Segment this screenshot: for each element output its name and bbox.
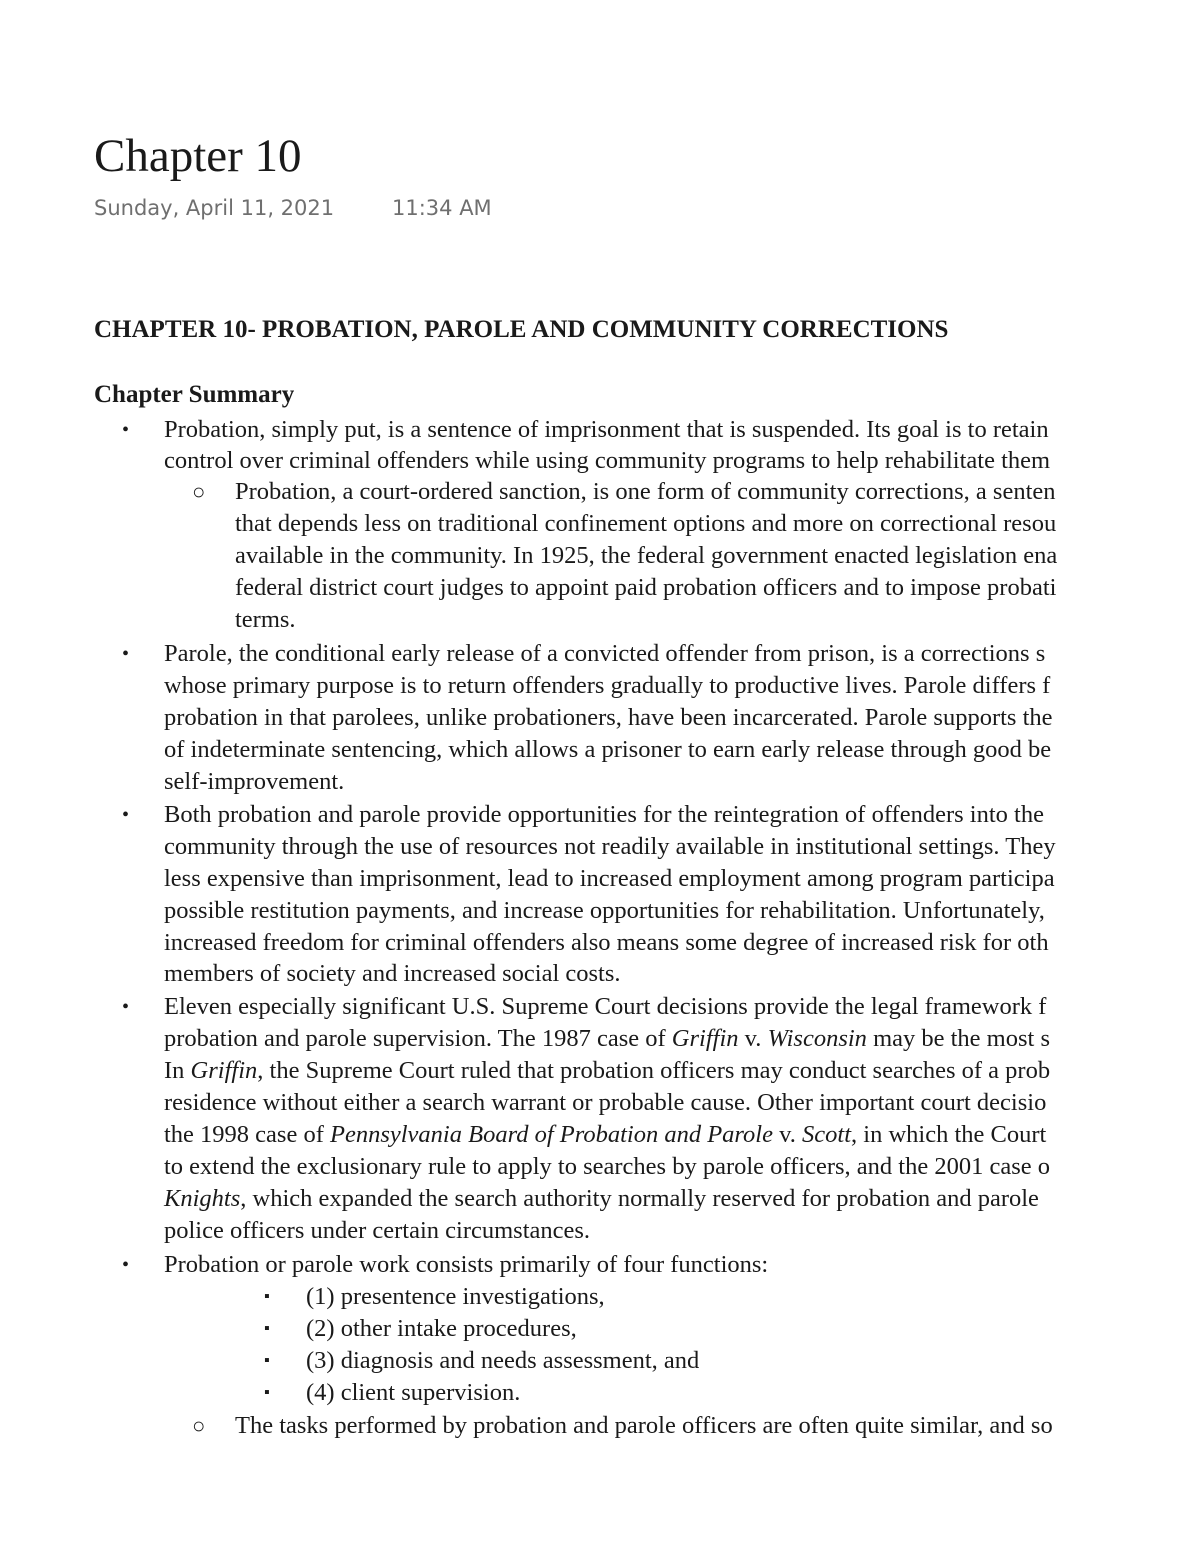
text-line: Parole, the conditional early release of a convicted offender from prison, is a corrections s [164,640,1046,667]
text-line: whose primary purpose is to return offenders gradually to productive lives. Parole differs f [164,672,1051,699]
text-line [164,1023,1050,1055]
text-line: federal district court judges to appoint paid probation officers and to impose probati [235,574,1057,601]
text-line: Both probation and parole provide opportunities for the reintegration of offenders into the [164,801,1044,828]
case-name-italic: Pennsylvania Board of Probation and Parole [330,1121,773,1148]
text-line: Probation or parole work consists primarily of four functions: [164,1251,769,1278]
text-run: the 1998 case of [164,1121,330,1148]
text-line: probation in that parolees, unlike probationers, have been incarcerated. Parole supports the [164,704,1053,731]
bullet-disc-icon: • [122,1254,130,1276]
case-name-italic: Griffin [190,1057,258,1084]
case-name-italic: Wisconsin [767,1025,867,1052]
list-item: (3) diagnosis and needs assessment, and [306,1347,700,1374]
text-line: increased freedom for criminal offenders also means some degree of increased risk for oth [164,929,1049,956]
text-line: that depends less on traditional confinement options and more on correctional resou [235,510,1057,537]
text-run: , in which the Court [851,1121,1047,1148]
bullet-square-icon: ▪ [264,1288,270,1305]
page-timestamp [94,193,492,223]
text-run: v. [738,1025,768,1052]
text-line: members of society and increased social costs. [164,960,621,987]
bullet-disc-icon: • [122,643,130,665]
text-line: of indeterminate sentencing, which allows a prisoner to earn early release through good be [164,736,1052,763]
bullet-disc-icon: • [122,996,130,1018]
text-line: possible restitution payments, and increase opportunities for rehabilitation. Unfortunately, [164,897,1045,924]
chapter-summary-heading: Chapter Summary [94,381,295,408]
text-run: , which expanded the search authority normally reserved for probation and parole [240,1185,1039,1212]
text-run: In [164,1057,191,1084]
bullet-square-icon: ▪ [264,1320,270,1337]
text-line: less expensive than imprisonment, lead to increased employment among program participa [164,865,1055,892]
text-line: residence without either a search warrant or probable cause. Other important court decisio [164,1089,1047,1116]
text-line [164,1055,1050,1087]
text-line: The tasks performed by probation and parole officers are often quite similar, and so [235,1412,1053,1439]
list-item: (4) client supervision. [306,1379,521,1406]
text-line: control over criminal offenders while using community programs to help rehabilitate them [164,447,1051,474]
text-line [164,1119,1046,1151]
text-run: may be the most s [866,1025,1050,1052]
text-line [164,1183,1039,1215]
text-line: terms. [235,606,296,633]
text-run: probation and parole supervision. The 1987 case of [164,1025,672,1052]
case-name-italic: Griffin [671,1025,739,1052]
page-time: 11:34 AM [392,196,492,220]
bullet-circle-icon: ○ [192,1413,206,1438]
text-line: Probation, simply put, is a sentence of imprisonment that is suspended. Its goal is to retain [164,416,1049,443]
bullet-square-icon: ▪ [264,1352,270,1369]
text-line: self-improvement. [164,768,345,795]
text-line: to extend the exclusionary rule to apply to searches by parole officers, and the 2001 case o [164,1153,1051,1180]
text-line: Eleven especially significant U.S. Supreme Court decisions provide the legal framework f [164,993,1047,1020]
text-line: available in the community. In 1925, the federal government enacted legislation ena [235,542,1058,569]
list-item: (1) presentence investigations, [306,1283,605,1310]
text-run: v. [773,1121,803,1148]
text-run: , the Supreme Court ruled that probation officers may conduct searches of a prob [257,1057,1051,1084]
text-line: police officers under certain circumstances. [164,1217,591,1244]
case-name-italic: Scott [802,1121,852,1148]
bullet-square-icon: ▪ [264,1384,270,1401]
list-item: (2) other intake procedures, [306,1315,577,1342]
text-line: community through the use of resources not readily available in institutional settings. They [164,833,1056,860]
bullet-disc-icon: • [122,804,130,826]
bullet-disc-icon: • [122,419,130,441]
page-date: Sunday, April 11, 2021 [94,196,335,220]
text-line: Probation, a court-ordered sanction, is one form of community corrections, a senten [235,478,1056,505]
bullet-circle-icon: ○ [192,479,206,504]
chapter-heading: CHAPTER 10- PROBATION, PAROLE AND COMMUNITY CORRECTIONS [94,316,949,343]
page-title: Chapter 10 [94,130,302,182]
case-name-italic: Knights [164,1185,241,1212]
